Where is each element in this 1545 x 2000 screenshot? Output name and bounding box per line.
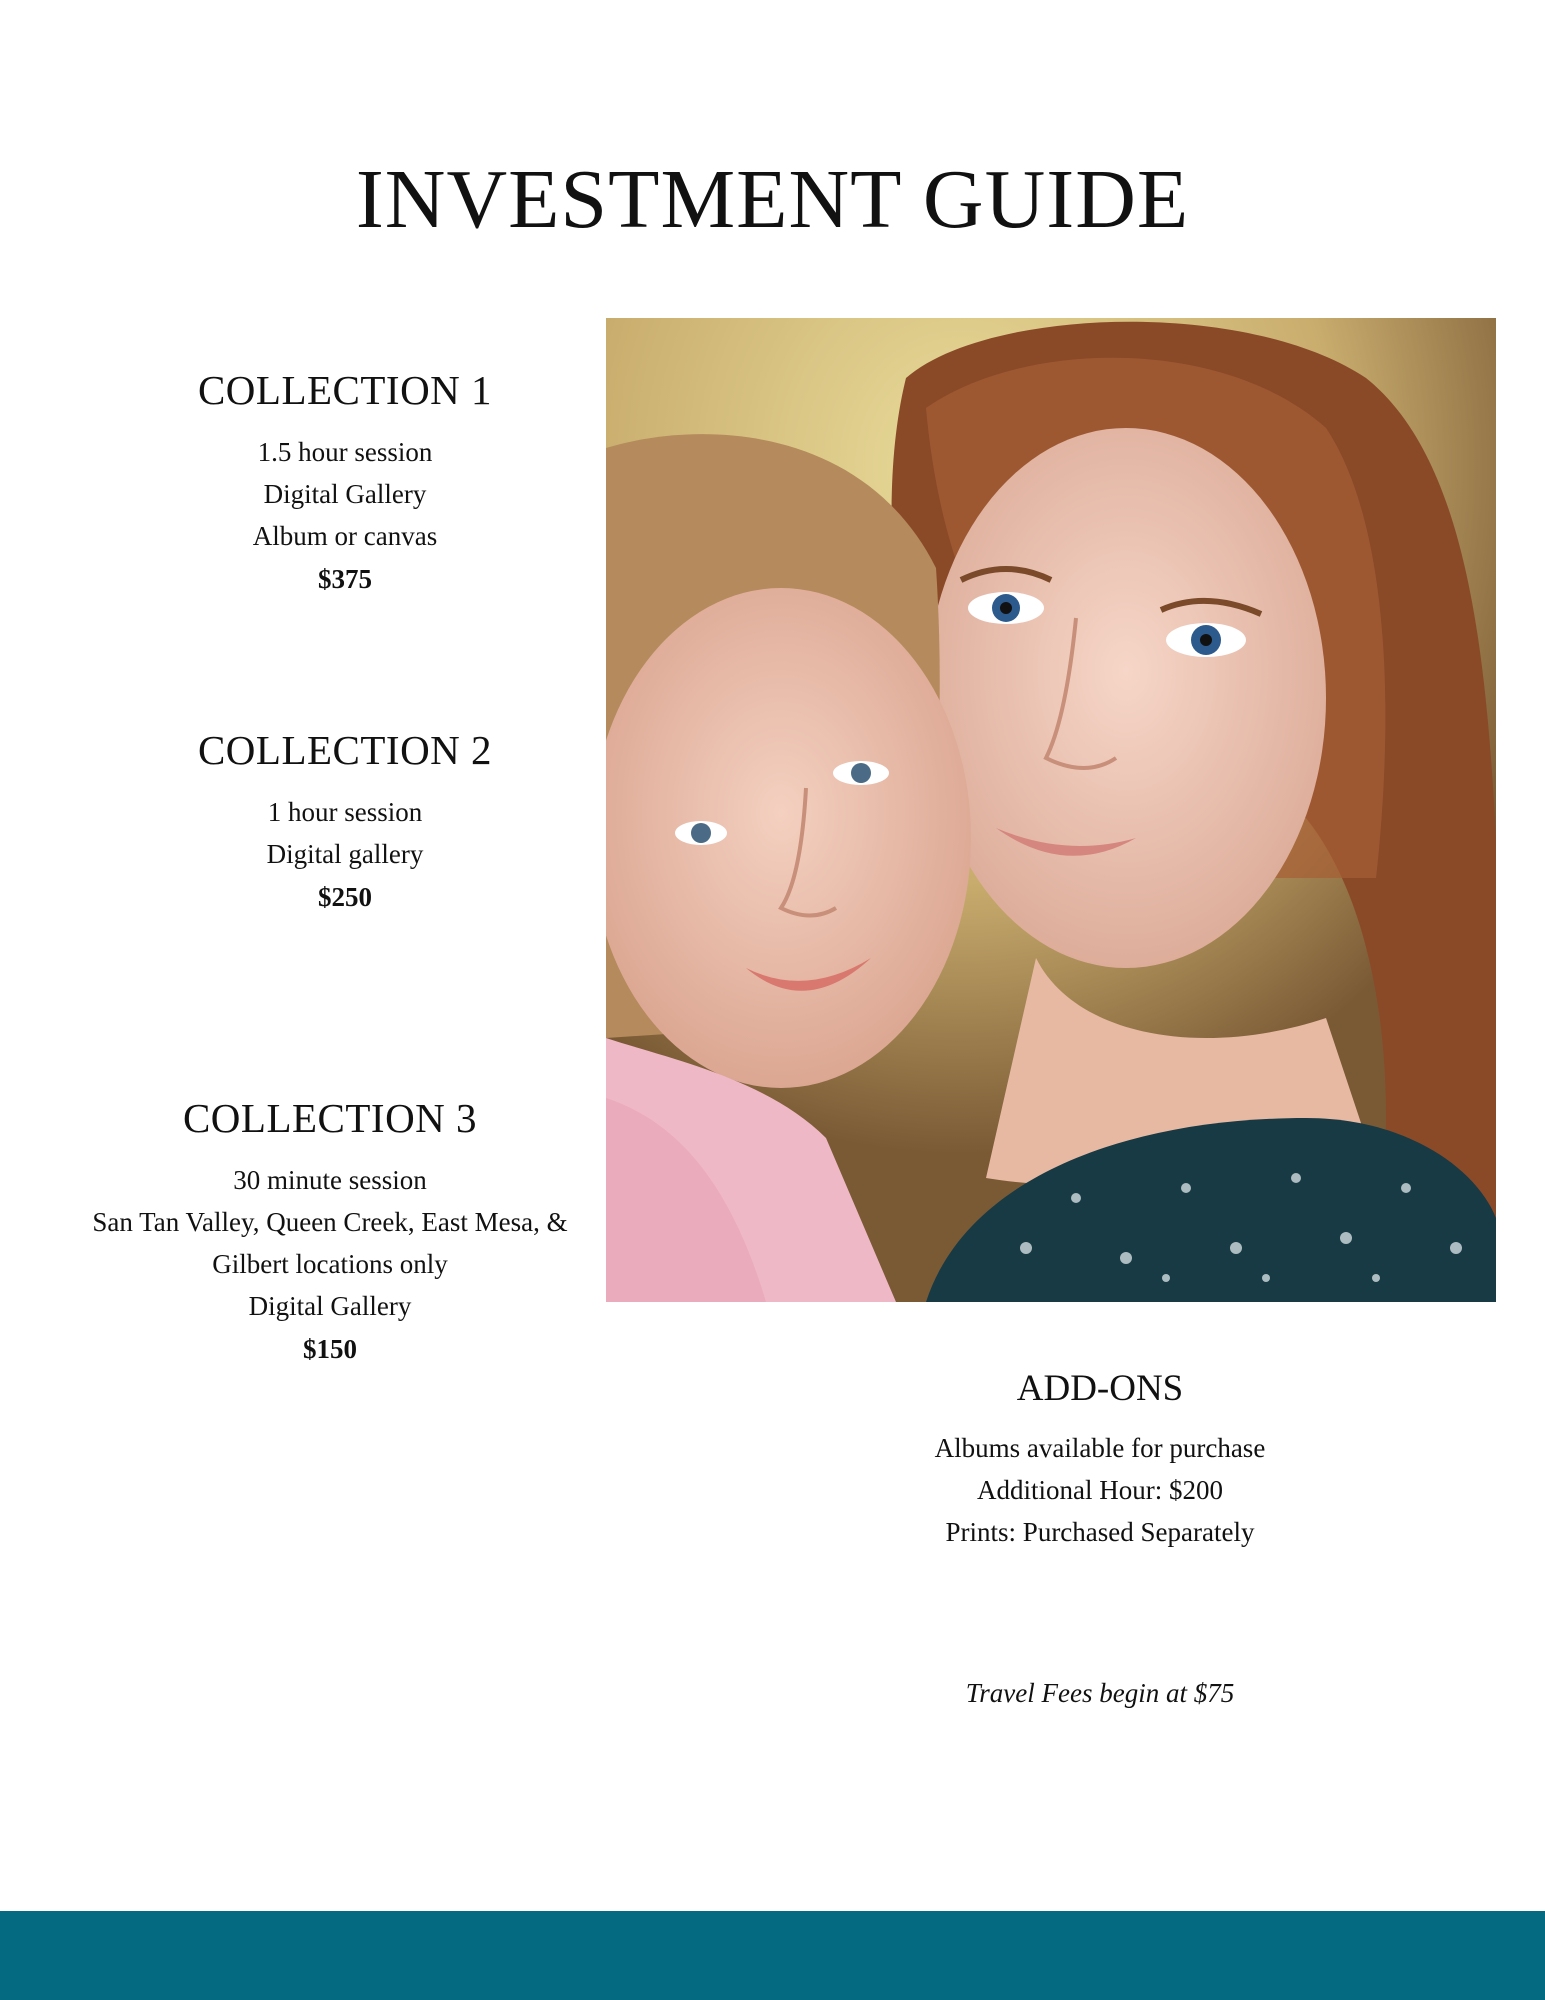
collection-price: $375: [318, 564, 372, 594]
collection-3: [50, 1095, 610, 1371]
addons-heading: ADD-ONS: [1016, 1368, 1184, 1409]
addons-line: Prints: Purchased Separately: [945, 1517, 1255, 1547]
collection-line: San Tan Valley, Queen Creek, East Mesa, &: [92, 1207, 568, 1237]
collection-line: Gilbert locations only: [212, 1249, 448, 1279]
collection-heading: COLLECTION 1: [197, 367, 493, 413]
collection-price: $150: [303, 1334, 357, 1364]
footer-bar: [0, 1911, 1545, 2000]
page-title: INVESTMENT GUIDE: [355, 153, 1190, 246]
collection-line: Album or canvas: [252, 521, 438, 551]
addons-line: Additional Hour: $200: [977, 1475, 1223, 1505]
collection-1: [80, 367, 610, 601]
collection-line: Digital Gallery: [263, 479, 427, 509]
travel-fee-note: Travel Fees begin at $75: [965, 1678, 1235, 1708]
collection-line: 1 hour session: [267, 797, 423, 827]
addons-section: [850, 1370, 1350, 1553]
collection-line: 1.5 hour session: [257, 437, 433, 467]
collection-2: [80, 727, 610, 919]
addons-line: Albums available for purchase: [934, 1433, 1266, 1463]
collection-line: Digital Gallery: [248, 1291, 412, 1321]
collection-price: $250: [318, 882, 372, 912]
collection-heading: COLLECTION 3: [182, 1095, 478, 1141]
portrait-photo: [606, 318, 1496, 1302]
collection-heading: COLLECTION 2: [197, 727, 493, 773]
collection-line: Digital gallery: [266, 839, 424, 869]
collection-line: 30 minute session: [233, 1165, 427, 1195]
